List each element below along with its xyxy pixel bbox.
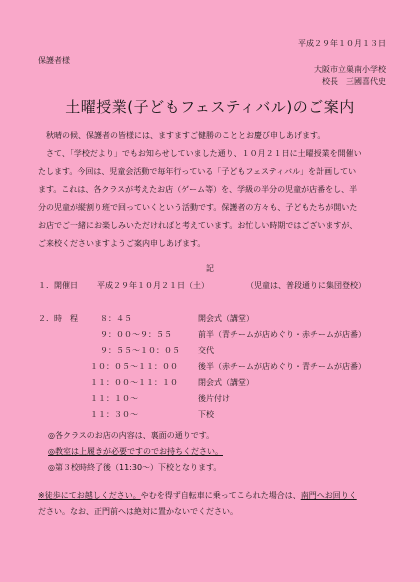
schedule-desc: 前半（青チームが店めぐり・赤チームが店番） [198,330,366,339]
body-text [38,127,362,253]
footer-line [38,490,357,501]
schedule-time: １１：３０～ [90,410,138,419]
sender-block [314,64,386,88]
footer-bicycle: やむを得ず自転車に乗ってこられた場合は、 [140,491,301,500]
note-item: ◎教室は上履きが必要ですのでお持ちください。 [48,447,223,456]
body-line: 秋晴の候、保護者の皆様には、ますますご健勝のこととお慶び申しあげます。 [38,131,326,140]
principal-name: 校長 三國喜代史 [322,77,386,86]
body-line: さて、「学校だより」でもお知らせしていました通り、１０月２１日に土曜授業を開催い [38,149,362,158]
date-item-number: １．開催日 [38,281,78,290]
schedule-time: １０：０５～１１：００ [90,362,178,371]
schedule-time: １１：００～１１：１０ [90,378,178,387]
page-title: 土曜授業(子どもフェスティバル)のご案内 [65,98,355,116]
footer-south-gate: 南門へお回りく [300,491,357,500]
body-line: お店でご一緒にお楽しみいただければと考えています。お忙しい時期ではございますが、 [38,221,358,230]
schedule-desc: 閉会式（講堂） [198,378,254,387]
date-item-note: （児童は、普段通りに集団登校） [246,281,366,290]
schedule-desc: 後半（赤チームが店めぐり・青チームが店番） [198,362,366,371]
ki-heading: 記 [206,264,214,273]
schedule-number: ２．時 程 [38,314,78,323]
body-line: ます。これは、各クラスが考えたお店（ゲーム等）を、学級の半分の児童が店番をし、半 [38,185,358,194]
note-item: ◎各クラスのお店の内容は、裏面の通りです。 [48,431,215,440]
schedule-time: １１：１０～ [90,394,138,403]
body-line: 分の児童が縦割り班で回っていくという活動です。保護者の方々も、子どもたちが開いた [38,203,358,212]
footer-walk: ※徒歩にてお越しください。 [38,491,141,500]
schedule-desc: 下校 [198,410,214,419]
body-line: ご来校くださいますようご案内申しあげます。 [38,239,206,248]
school-name: 大阪市立巣南小学校 [314,65,386,74]
note-item: ◎第３校時終了後（11:30～）下校となります。 [48,463,222,472]
schedule-time: ９：００～９：５５ [100,330,172,339]
letter-date: 平成２９年１０月１３日 [298,39,386,48]
footer-line: ださい。なお、正門前へは絶対に置かないでください。 [38,507,238,516]
date-item-value: 平成２９年１０月２１日（土） [97,281,209,290]
body-line: たします。今回は、児童会活動で毎年行っている「子どもフェスティバル」を計画してい [38,167,357,176]
schedule-time: ９：５５～１０：０５ [100,346,180,355]
schedule-desc: 交代 [198,346,214,355]
schedule-desc: 開会式（講堂） [198,314,254,323]
schedule-desc: 後片付け [198,394,230,403]
schedule-time: ８：４５ [100,314,132,323]
recipient: 保護者様 [38,56,70,65]
